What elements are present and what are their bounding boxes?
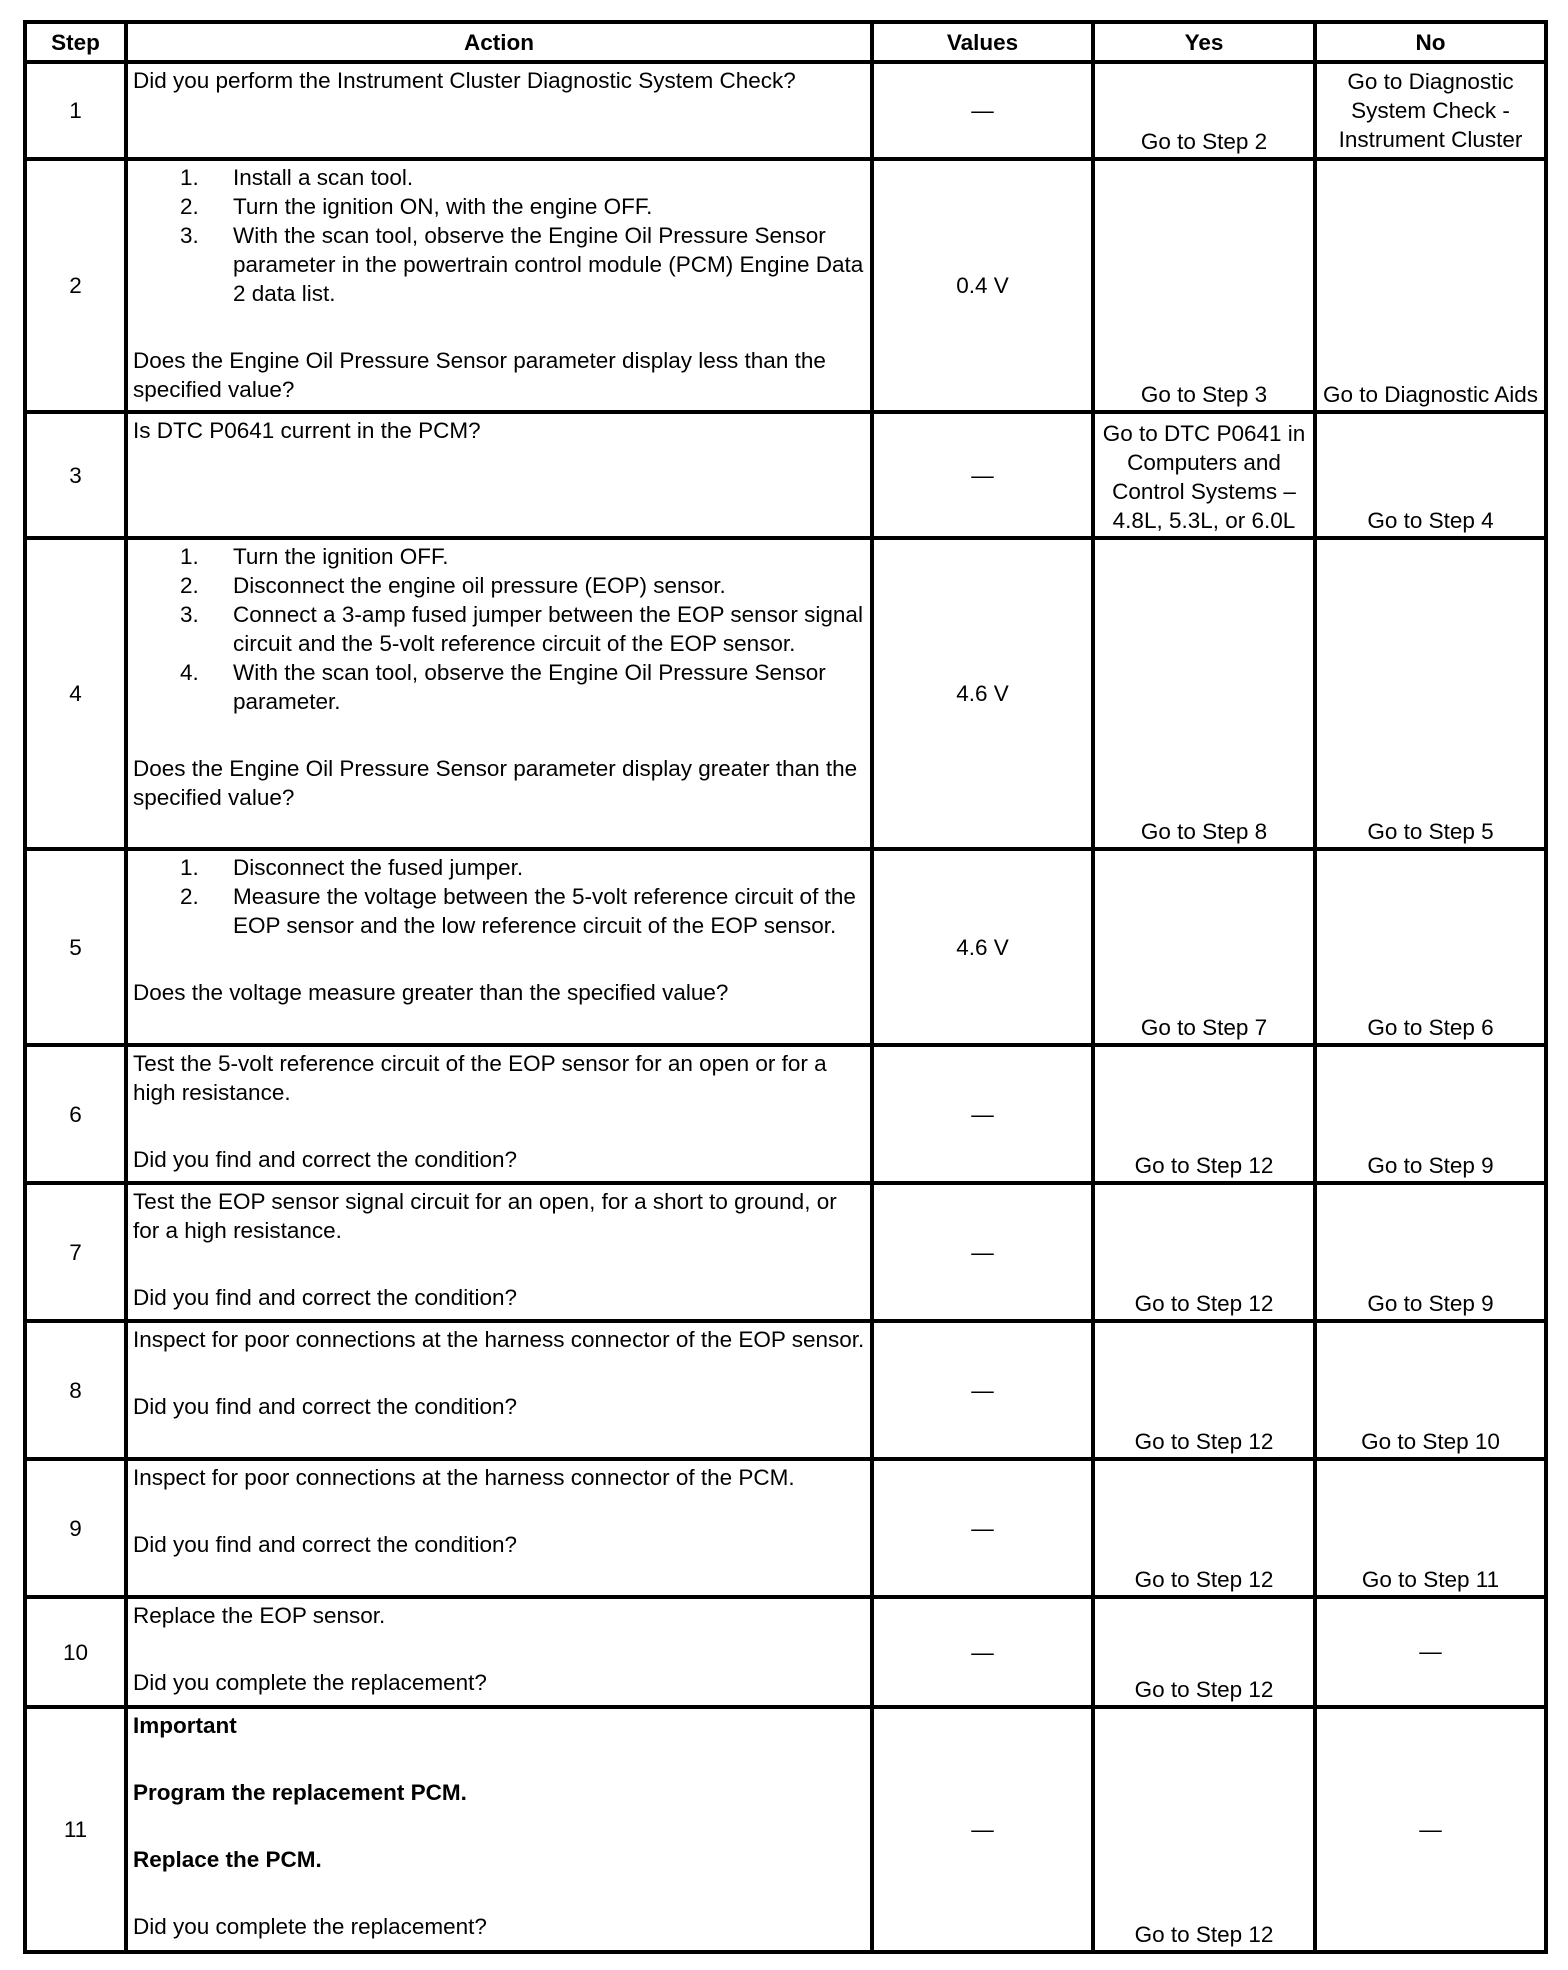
yes-cell: Go to DTC P0641 in Computers and Control Systems – 4.8L, 5.3L, or 6.0L [1093,412,1315,538]
yes-cell: Go to Step 2 [1093,62,1315,159]
no-cell: Go to Step 11 [1315,1459,1546,1597]
header-row [25,22,1546,62]
question-text: Does the Engine Oil Pressure Sensor parameter display greater than the specified value? [133,756,858,810]
table-row [25,159,1546,412]
yes-cell: Go to Step 8 [1093,538,1315,849]
action-cell [126,159,872,412]
no-cell: Go to Step 6 [1315,849,1546,1045]
question-text: Does the Engine Oil Pressure Sensor parameter display less than the specified value? [133,348,826,402]
table-row [25,1321,1546,1459]
step-number: 9 [25,1459,126,1597]
procedure-list [133,853,866,940]
value-cell: 0.4 V [872,159,1093,412]
table-row [25,1183,1546,1321]
no-cell: Go to Step 9 [1315,1045,1546,1183]
header-step: Step [25,22,126,62]
list-item: 2. Turn the ignition ON, with the engine OFF. [180,194,653,219]
list-item: 2. Measure the voltage between the 5-volt reference circuit of the EOP sensor and the low reference circuit of the EOP sensor. [180,884,856,938]
yes-cell: Go to Step 12 [1093,1183,1315,1321]
action-text: Is DTC P0641 current in the PCM? [133,418,481,443]
question-text: Did you find and correct the condition? [133,1394,517,1419]
step-number: 3 [25,412,126,538]
value-cell: — [872,1183,1093,1321]
action-cell [126,62,872,159]
yes-cell: Go to Step 3 [1093,159,1315,412]
header-no: No [1315,22,1546,62]
list-item: 1. Disconnect the fused jumper. [180,855,524,880]
no-cell: Go to Diagnostic Aids [1315,159,1546,412]
action-text: Replace the PCM. [133,1847,322,1872]
question-text: Does the voltage measure greater than the specified value? [133,980,729,1005]
header-values: Values [872,22,1093,62]
question-text: Did you complete the replacement? [133,1670,487,1695]
table-row [25,62,1546,159]
action-text: Test the EOP sensor signal circuit for an open, for a short to ground, or for a high resistance. [133,1189,837,1243]
step-number: 5 [25,849,126,1045]
table-row [25,538,1546,849]
list-item: 3. Connect a 3-amp fused jumper between the EOP sensor signal circuit and the 5-volt reference circuit of the EOP sensor. [180,602,863,656]
table-row [25,1459,1546,1597]
action-cell [126,412,872,538]
step-number: 10 [25,1597,126,1707]
step-number: 11 [25,1707,126,1952]
step-number: 6 [25,1045,126,1183]
yes-cell: Go to Step 12 [1093,1459,1315,1597]
table-row [25,412,1546,538]
list-item: 1. Turn the ignition OFF. [180,544,449,569]
no-cell: — [1315,1597,1546,1707]
yes-cell: Go to Step 12 [1093,1045,1315,1183]
important-note: Program the replacement PCM. [133,1780,467,1805]
yes-cell: Go to Step 7 [1093,849,1315,1045]
yes-cell: Go to Step 12 [1093,1707,1315,1952]
procedure-list [133,542,866,716]
step-number: 2 [25,159,126,412]
question-text: Did you find and correct the condition? [133,1285,517,1310]
table-row [25,1597,1546,1707]
question-text: Did you complete the replacement? [133,1914,487,1939]
value-cell: 4.6 V [872,849,1093,1045]
table-row [25,849,1546,1045]
header-action: Action [126,22,872,62]
list-item: 4. With the scan tool, observe the Engine Oil Pressure Sensor parameter. [180,660,826,714]
yes-cell: Go to Step 12 [1093,1321,1315,1459]
value-cell: 4.6 V [872,538,1093,849]
action-cell [126,538,872,849]
value-cell: — [872,1321,1093,1459]
action-text: Did you perform the Instrument Cluster Diagnostic System Check? [133,68,796,93]
no-cell: Go to Step 10 [1315,1321,1546,1459]
procedure-list [133,163,866,308]
action-cell [126,1597,872,1707]
table-row [25,1045,1546,1183]
action-text: Replace the EOP sensor. [133,1603,386,1628]
action-cell [126,849,872,1045]
no-cell: Go to Step 9 [1315,1183,1546,1321]
value-cell: — [872,1045,1093,1183]
action-cell [126,1183,872,1321]
action-text: Inspect for poor connections at the harness connector of the EOP sensor. [133,1327,865,1352]
value-cell: — [872,62,1093,159]
no-cell: Go to Step 5 [1315,538,1546,849]
step-number: 4 [25,538,126,849]
step-number: 1 [25,62,126,159]
no-cell: Go to Diagnostic System Check - Instrument Cluster [1315,62,1546,159]
value-cell: — [872,1707,1093,1952]
action-cell [126,1707,872,1952]
list-item: 1. Install a scan tool. [180,165,414,190]
action-cell [126,1321,872,1459]
step-number: 8 [25,1321,126,1459]
list-item: 2. Disconnect the engine oil pressure (EOP) sensor. [180,573,726,598]
step-number: 7 [25,1183,126,1321]
question-text: Did you find and correct the condition? [133,1147,517,1172]
value-cell: — [872,412,1093,538]
important-label: Important [133,1713,237,1738]
value-cell: — [872,1459,1093,1597]
action-text: Inspect for poor connections at the harness connector of the PCM. [133,1465,795,1490]
action-cell [126,1459,872,1597]
table-row [25,1707,1546,1952]
list-item: 3. With the scan tool, observe the Engine Oil Pressure Sensor parameter in the powertrain control module (PCM) Engine Data 2 data list. [180,223,864,306]
diagnostic-table [23,20,1548,1954]
value-cell: — [872,1597,1093,1707]
question-text: Did you find and correct the condition? [133,1532,517,1557]
action-text: Test the 5-volt reference circuit of the EOP sensor for an open or for a high resistance. [133,1051,827,1105]
yes-cell: Go to Step 12 [1093,1597,1315,1707]
header-yes: Yes [1093,22,1315,62]
no-cell: Go to Step 4 [1315,412,1546,538]
no-cell: — [1315,1707,1546,1952]
action-cell [126,1045,872,1183]
